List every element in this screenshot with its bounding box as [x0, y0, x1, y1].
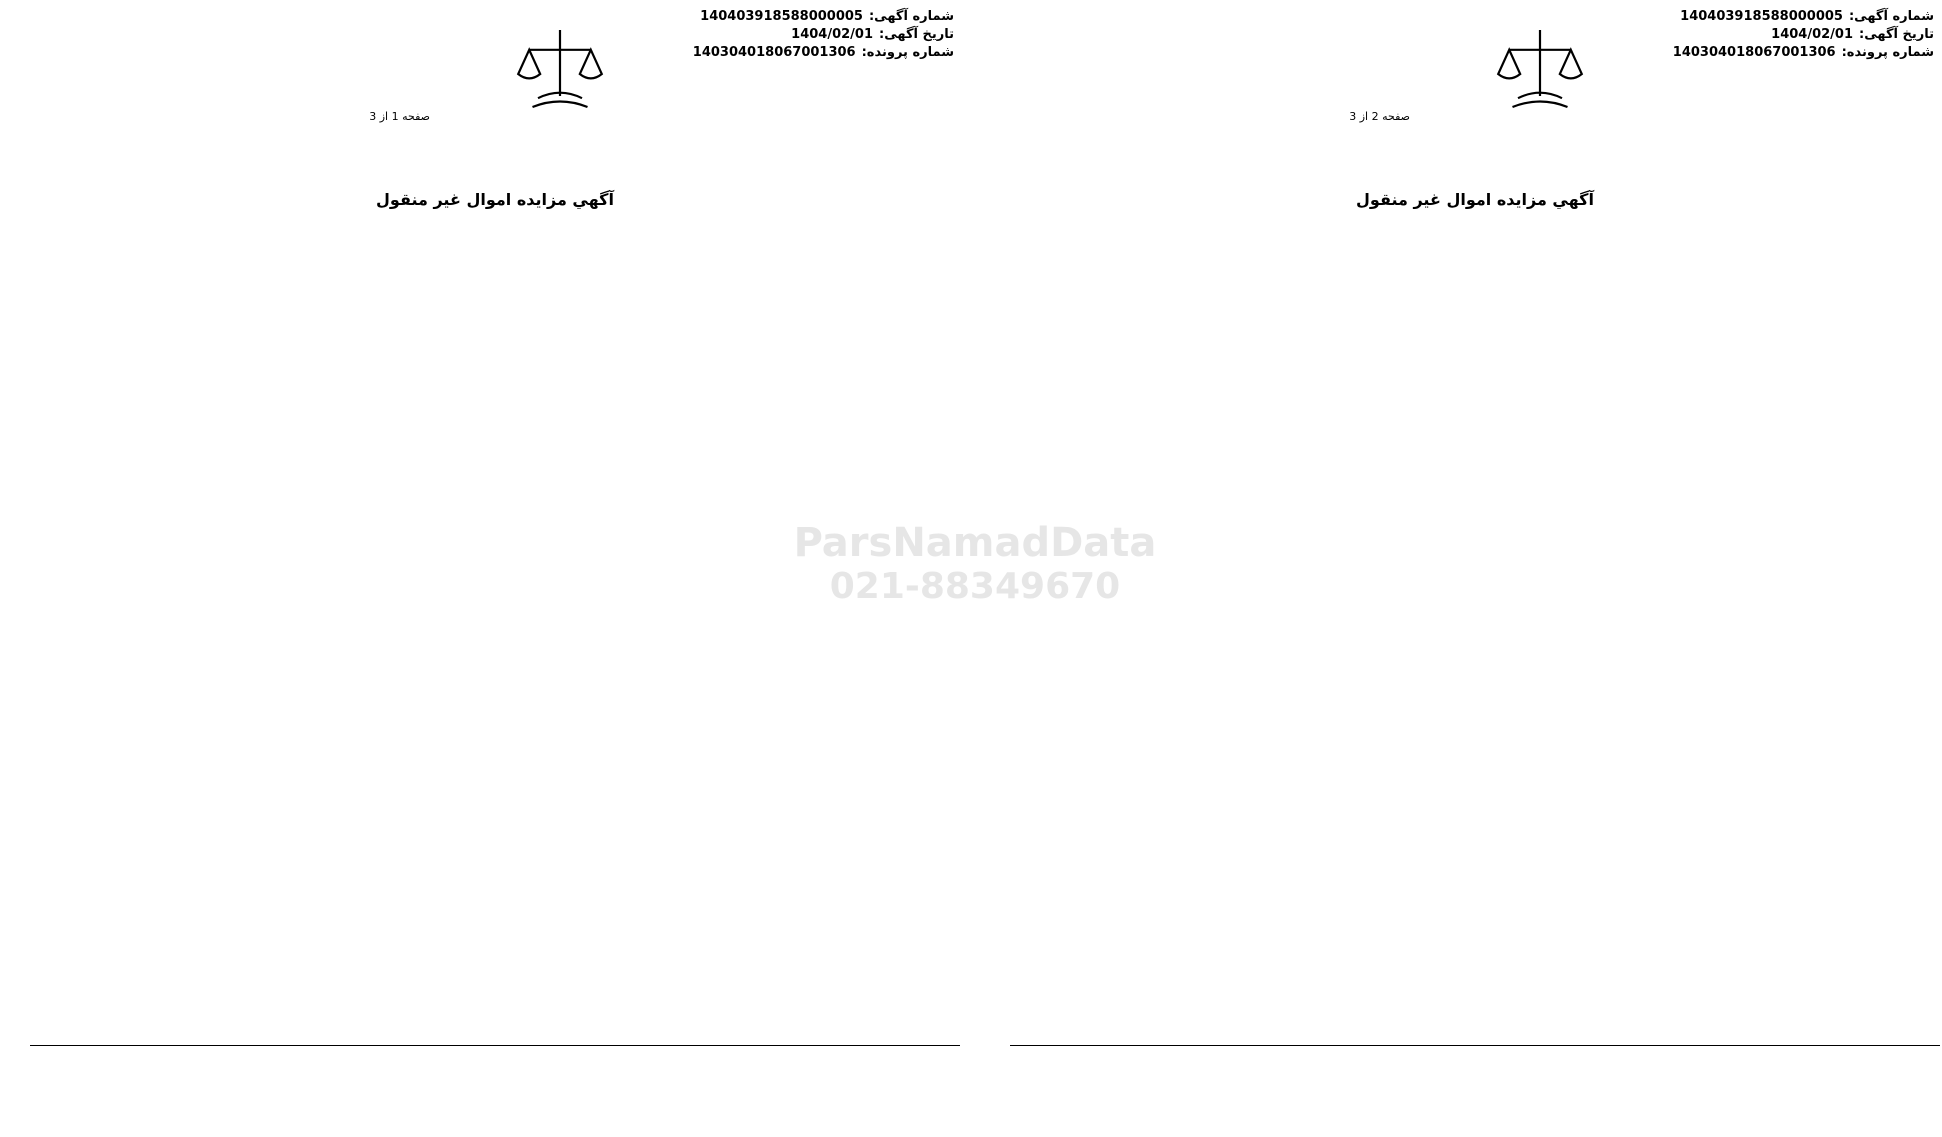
- notice-number: 140403918588000005: [1680, 9, 1843, 24]
- notice-number-label: شماره آگهی:: [1848, 9, 1934, 24]
- page-marker: صفحه 2 از 3: [1349, 110, 1410, 123]
- notice-title: آگهي مزايده اموال غير منقول: [1356, 190, 1594, 209]
- judiciary-emblem-icon: [1480, 14, 1600, 134]
- notice-date: 1404/02/01: [791, 27, 874, 42]
- notice-date-label: تاریخ آگهی:: [879, 27, 954, 42]
- case-number-label: شماره پرونده:: [861, 45, 954, 60]
- notice-meta: [1673, 8, 1934, 62]
- judiciary-emblem-icon: [500, 14, 620, 134]
- watermark: [745, 520, 1205, 700]
- notice-number-label: شماره آگهی:: [868, 9, 954, 24]
- notice-title: آگهي مزايده اموال غير منقول: [376, 190, 614, 209]
- page-footer: [30, 1045, 960, 1050]
- case-number: 140304018067001306: [1672, 45, 1836, 60]
- notice-number: 140403918588000005: [700, 9, 863, 24]
- watermark-brand: ParsNamadData: [793, 520, 1157, 566]
- page-footer: [1010, 1045, 1940, 1050]
- case-number-label: شماره پرونده:: [1841, 45, 1934, 60]
- notice-meta: [693, 8, 954, 62]
- case-number: 140304018067001306: [692, 45, 856, 60]
- watermark-phone: 021-88349670: [829, 566, 1121, 607]
- page-marker: صفحه 1 از 3: [369, 110, 430, 123]
- notice-date: 1404/02/01: [1771, 27, 1854, 42]
- notice-date-label: تاریخ آگهی:: [1859, 27, 1934, 42]
